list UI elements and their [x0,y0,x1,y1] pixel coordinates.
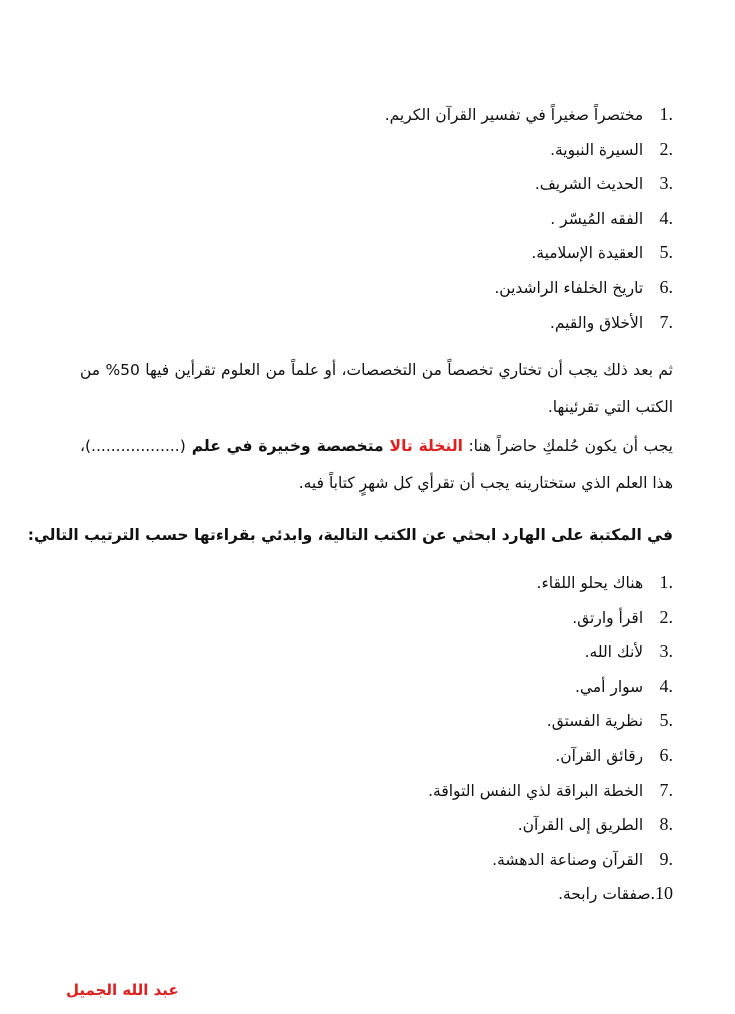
list-item [428,572,673,607]
list-item [385,242,673,277]
list-item [428,607,673,642]
list-number: 10. [650,883,673,904]
list-item [428,814,673,849]
list-number: .2 [659,606,673,627]
list-item-text: الطريق إلى القرآن. [517,816,644,835]
first-reading-list [385,104,673,346]
list-item [428,676,673,711]
list-number: .9 [659,848,673,869]
list-number: .5 [659,710,673,731]
list-item [428,849,673,884]
list-item-text: الفقه المُيسّر . [550,209,644,228]
book-list [428,572,673,918]
author-signature: عبد الله الجميل [66,981,179,999]
list-number: .1 [659,104,673,124]
list-number: .4 [659,675,673,696]
list-item-text: نظرية الفستق. [546,712,644,731]
dream-text-end: (..................)، هذا العلم الذي ستختارينه يجب أن تقرأي كل شهرٍ كتاباً فيه. [80,437,673,492]
list-number: .4 [659,207,673,228]
dream-paragraph [80,428,673,502]
highlighted-name: النخلة تالا [389,437,463,455]
list-item [428,745,673,780]
list-item-text: الأخلاق والقيم. [549,313,644,332]
list-item [385,277,673,312]
list-item-text: الخطة البراقة لذي النفس التواقة. [428,781,644,800]
list-number: .6 [659,276,673,297]
list-item-text: سوار أمي. [574,677,644,696]
list-item-text: رقائق القرآن. [555,746,644,765]
specialization-paragraph: ثم بعد ذلك يجب أن تختاري تخصصاً من التخصصات، أو علماً من العلوم تقرأين فيها 50% من الكتب التي تقرئينها. [80,361,673,416]
section-heading: في المكتبة على الهارد ابحثي عن الكتب التالية، وابدئي بقراءتها حسب الترتيب التالي: [27,526,673,544]
list-item-text: العقيدة الإسلامية. [531,244,644,263]
list-item-text: السيرة النبوية. [550,140,644,159]
list-number: .3 [659,641,673,662]
list-item-text: اقرأ وارتق. [572,608,644,627]
list-item [428,780,673,815]
list-number: .8 [659,814,673,835]
list-item [428,710,673,745]
list-number: .5 [659,242,673,263]
list-item [428,641,673,676]
list-item-text: هناك يحلو اللقاء. [536,574,644,592]
list-item-text: صفقات رابحة. [558,885,651,904]
list-item [385,104,673,139]
list-number: .1 [659,572,673,592]
list-item [385,208,673,243]
list-item-text: الحديث الشريف. [534,175,644,194]
list-item [385,173,673,208]
list-item-text: لأنك الله. [584,643,644,662]
list-number: .2 [659,138,673,159]
list-item-text: تاريخ الخلفاء الراشدين. [494,278,644,297]
list-number: .6 [659,744,673,765]
list-number: .7 [659,779,673,800]
list-item [385,312,673,347]
list-item [385,139,673,174]
list-item-text: القرآن وصناعة الدهشة. [492,850,644,869]
list-item-text: مختصراً صغيراً في تفسير القرآن الكريم. [384,106,644,124]
dream-text-start: يجب أن يكون حُلمكِ حاضراً هنا: [463,437,673,455]
list-number: .3 [659,173,673,194]
list-number: .7 [659,311,673,332]
dream-text-bold: متخصصة وخبيرة في علم [185,437,390,455]
list-item [428,883,673,918]
